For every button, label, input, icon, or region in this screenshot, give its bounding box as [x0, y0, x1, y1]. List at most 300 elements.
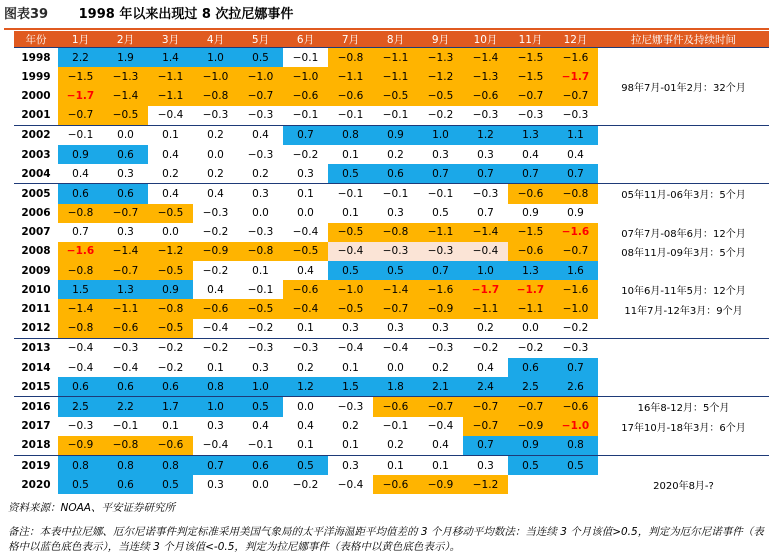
value-cell: −0.6 [193, 299, 238, 318]
value-cell: 0.3 [207, 478, 224, 491]
event-cell [598, 204, 769, 223]
value-cell: 0.7 [418, 261, 463, 280]
value-cell: −1.0 [238, 67, 283, 86]
value-cell: −0.1 [382, 420, 409, 433]
value-cell: −0.6 [463, 86, 508, 105]
year-cell: 2002 [14, 125, 58, 145]
value-cell [508, 475, 553, 494]
value-cell: 0.3 [328, 455, 373, 475]
year-cell: 2009 [21, 264, 51, 277]
value-cell: −0.1 [58, 125, 103, 145]
value-cell: 0.7 [418, 164, 463, 184]
value-cell: −0.8 [148, 299, 193, 318]
value-cell: −0.7 [463, 417, 508, 436]
value-cell: −0.2 [193, 338, 238, 358]
value-cell: −0.2 [292, 478, 319, 491]
event-cell: 07年7月-08年6月：12个月 [621, 228, 746, 240]
year-cell: 2001 [21, 109, 51, 122]
value-cell: 1.3 [103, 280, 148, 299]
value-cell: −0.3 [247, 109, 274, 122]
value-cell: −0.8 [553, 184, 598, 204]
value-cell: 0.8 [193, 377, 238, 397]
event-cell [598, 261, 769, 280]
value-cell: −0.9 [418, 299, 463, 318]
value-cell: −0.4 [427, 420, 454, 433]
value-cell: −1.3 [418, 48, 463, 68]
value-cell: −0.5 [103, 106, 148, 126]
value-cell: −1.4 [373, 280, 418, 299]
value-cell: 0.5 [328, 261, 373, 280]
value-cell: 0.5 [58, 475, 103, 494]
col-header-month: 11月 [508, 31, 553, 48]
year-cell: 2018 [21, 439, 51, 452]
value-cell: 0.2 [297, 361, 314, 374]
value-cell: 0.1 [148, 125, 193, 145]
header-row [14, 31, 769, 48]
value-cell: −1.7 [463, 280, 508, 299]
value-cell: −0.3 [283, 338, 328, 358]
value-cell: 2.5 [58, 397, 103, 417]
col-header-month: 2月 [103, 31, 148, 48]
value-cell: −1.5 [508, 48, 553, 68]
value-cell: −0.6 [283, 280, 328, 299]
value-cell: 0.1 [342, 207, 359, 220]
value-cell: −0.5 [148, 319, 193, 339]
table-row [14, 319, 769, 339]
table-row [14, 455, 769, 475]
value-cell: −0.9 [418, 475, 463, 494]
value-cell: 0.8 [328, 125, 373, 145]
value-cell: 0.4 [162, 148, 179, 161]
value-cell: 1.7 [148, 397, 193, 417]
value-cell: −1.2 [148, 242, 193, 261]
value-cell: 0.9 [522, 207, 539, 220]
value-cell: −1.3 [103, 67, 148, 86]
value-cell: 0.0 [522, 322, 539, 335]
value-cell: −0.2 [202, 264, 229, 277]
value-cell: 2.2 [103, 397, 148, 417]
year-cell: 2005 [14, 184, 58, 204]
value-cell: −0.1 [373, 184, 418, 204]
value-cell: 0.3 [117, 226, 134, 239]
title-rule [4, 28, 769, 30]
value-cell: −0.4 [67, 361, 94, 374]
value-cell: 0.3 [207, 420, 224, 433]
value-cell: −0.3 [247, 148, 274, 161]
value-cell: −1.4 [463, 48, 508, 68]
value-cell: 2.2 [58, 48, 103, 68]
col-header-month: 8月 [373, 31, 418, 48]
table-row [14, 261, 769, 280]
value-cell: 0.7 [283, 125, 328, 145]
year-cell: 2003 [21, 148, 51, 161]
table-row [14, 397, 769, 417]
value-cell: −0.4 [157, 109, 184, 122]
value-cell: −0.3 [553, 338, 598, 358]
year-cell: 2011 [21, 303, 51, 316]
value-cell: −1.6 [553, 280, 598, 299]
value-cell: −1.5 [508, 223, 553, 242]
value-cell: 1.8 [373, 377, 418, 397]
value-cell: 0.8 [103, 455, 148, 475]
value-cell: 1.2 [463, 125, 508, 145]
figure-label: 图表39 [4, 7, 49, 22]
value-cell: 0.3 [432, 322, 449, 335]
value-cell: −0.5 [238, 299, 283, 318]
value-cell: −0.4 [202, 439, 229, 452]
value-cell: 0.3 [117, 167, 134, 180]
value-cell: 0.0 [387, 361, 404, 374]
value-cell: −0.3 [472, 109, 499, 122]
value-cell: 0.7 [193, 455, 238, 475]
table-row [14, 184, 769, 204]
value-cell: 1.3 [508, 125, 553, 145]
year-cell: 2007 [21, 226, 51, 239]
event-cell: 10年6月-11年5月：12个月 [621, 286, 746, 298]
value-cell: 0.0 [252, 478, 269, 491]
value-cell: 1.1 [553, 125, 598, 145]
event-cell: 08年11月-09年3月：5个月 [621, 247, 746, 259]
value-cell: 0.3 [432, 148, 449, 161]
value-cell: 1.9 [103, 48, 148, 68]
table-row [14, 436, 769, 456]
value-cell: 0.2 [342, 420, 359, 433]
value-cell: −0.8 [58, 319, 103, 339]
value-cell: −1.6 [553, 223, 598, 242]
year-cell: 2013 [14, 338, 58, 358]
value-cell: 0.9 [58, 145, 103, 164]
value-cell: 2.1 [418, 377, 463, 397]
value-cell: 0.0 [283, 397, 328, 417]
value-cell: 0.4 [522, 148, 539, 161]
value-cell: −1.1 [463, 299, 508, 318]
value-cell: 0.8 [58, 455, 103, 475]
value-cell: 0.6 [103, 145, 148, 164]
value-cell: −0.7 [508, 86, 553, 105]
method-note: 备注：本表中拉尼娜、厄尔尼诺事件判定标准采用美国气象局的太平洋海温距平均值差的 3 个月移动平均数法：当连续 3 个月该值>0.5，判定为厄尔尼诺事件（表格中以蓝色底色表示），当连续 3 个月该值<-0.5，判定为拉尼娜事件（表格中以黄色底色表示）。 [8, 526, 764, 553]
value-cell: 0.6 [508, 358, 553, 377]
value-cell: 0.9 [148, 280, 193, 299]
value-cell: 0.4 [193, 184, 238, 204]
value-cell: 0.6 [103, 377, 148, 397]
value-cell: 0.1 [342, 361, 359, 374]
value-cell: −1.1 [508, 299, 553, 318]
value-cell: 0.7 [463, 436, 508, 456]
value-cell: −0.3 [238, 338, 283, 358]
value-cell: −0.1 [328, 184, 373, 204]
value-cell: −0.5 [328, 299, 373, 318]
value-cell: −0.8 [373, 223, 418, 242]
value-cell: 0.7 [463, 164, 508, 184]
value-cell: −1.4 [58, 299, 103, 318]
value-cell: 0.5 [553, 455, 598, 475]
value-cell: −0.3 [202, 109, 229, 122]
value-cell: −0.1 [337, 109, 364, 122]
value-cell: 0.4 [148, 184, 193, 204]
table-row [14, 475, 769, 494]
value-cell: 0.4 [297, 264, 314, 277]
value-cell: −0.7 [103, 204, 148, 223]
value-cell: −0.7 [463, 397, 508, 417]
value-cell: 0.5 [373, 261, 418, 280]
year-cell: 2020 [21, 478, 51, 491]
value-cell: 0.6 [58, 377, 103, 397]
value-cell: −0.3 [67, 420, 94, 433]
year-cell: 2015 [21, 380, 51, 393]
value-cell: 0.3 [463, 455, 508, 475]
value-cell: −1.4 [463, 223, 508, 242]
value-cell: −1.7 [553, 67, 598, 86]
value-cell: −0.3 [373, 242, 418, 261]
value-cell: 1.0 [238, 377, 283, 397]
value-cell: −0.2 [508, 338, 553, 358]
value-cell: 0.4 [207, 283, 224, 296]
value-cell: −0.6 [283, 86, 328, 105]
year-cell: 1998 [14, 48, 58, 68]
value-cell: 1.5 [58, 280, 103, 299]
value-cell: −0.7 [508, 397, 553, 417]
value-cell: 1.0 [463, 261, 508, 280]
value-cell: −1.6 [418, 280, 463, 299]
event-cell [598, 455, 769, 475]
col-header-month: 3月 [148, 31, 193, 48]
value-cell: −0.6 [508, 242, 553, 261]
value-cell: 0.6 [238, 455, 283, 475]
value-cell: −0.5 [373, 86, 418, 105]
year-cell: 2012 [21, 322, 51, 335]
value-cell: −0.6 [553, 397, 598, 417]
value-cell: −0.7 [553, 242, 598, 261]
value-cell: 0.5 [328, 164, 373, 184]
value-cell: −0.8 [58, 261, 103, 280]
value-cell: −1.2 [463, 475, 508, 494]
event-cell [598, 319, 769, 339]
value-cell: 1.3 [508, 261, 553, 280]
value-cell: 2.5 [508, 377, 553, 397]
year-cell: 2004 [21, 167, 51, 180]
value-cell: 0.9 [567, 207, 584, 220]
value-cell: 0.4 [252, 420, 269, 433]
value-cell: −1.2 [418, 67, 463, 86]
value-cell: −0.7 [418, 397, 463, 417]
col-header-year: 年份 [14, 31, 58, 48]
value-cell: 0.2 [477, 322, 494, 335]
value-cell: 0.0 [297, 207, 314, 220]
value-cell: −0.2 [247, 322, 274, 335]
figure-heading: 1998 年以来出现过 8 次拉尼娜事件 [78, 7, 294, 22]
table-row [14, 417, 769, 436]
value-cell: −0.2 [292, 148, 319, 161]
value-cell: −1.4 [103, 86, 148, 105]
value-cell: 0.0 [207, 148, 224, 161]
value-cell: −0.3 [103, 338, 148, 358]
value-cell: −1.6 [58, 242, 103, 261]
table-row [14, 125, 769, 145]
value-cell: −1.6 [553, 48, 598, 68]
value-cell: −0.8 [238, 242, 283, 261]
value-cell: 2.6 [553, 377, 598, 397]
table-row [14, 338, 769, 358]
figure-title [4, 4, 293, 26]
source-note: 资料来源：NOAA、平安证券研究所 [8, 502, 175, 514]
value-cell: 0.6 [58, 184, 103, 204]
value-cell: 0.6 [103, 184, 148, 204]
value-cell: 0.7 [553, 164, 598, 184]
value-cell: 0.1 [297, 439, 314, 452]
value-cell: −0.7 [238, 86, 283, 105]
value-cell: −0.6 [373, 397, 418, 417]
value-cell: −0.7 [58, 106, 103, 126]
value-cell: −0.4 [202, 322, 229, 335]
year-cell: 1999 [21, 70, 51, 83]
value-cell: −0.1 [283, 48, 328, 68]
value-cell: 0.7 [553, 358, 598, 377]
value-cell: −0.1 [418, 184, 463, 204]
value-cell: 0.3 [238, 184, 283, 204]
value-cell: −0.2 [148, 338, 193, 358]
value-cell: −0.1 [247, 283, 274, 296]
value-cell: −0.7 [103, 261, 148, 280]
value-cell: −0.3 [418, 338, 463, 358]
value-cell [553, 475, 598, 494]
value-cell: −0.4 [463, 242, 508, 261]
value-cell: −0.5 [148, 261, 193, 280]
value-cell: −0.3 [562, 109, 589, 122]
value-cell: −1.7 [508, 280, 553, 299]
col-header-month: 7月 [328, 31, 373, 48]
value-cell: 1.0 [193, 48, 238, 68]
value-cell: −1.0 [283, 67, 328, 86]
year-cell: 2014 [21, 361, 51, 374]
value-cell: 0.1 [418, 455, 463, 475]
value-cell: 0.2 [252, 167, 269, 180]
table-row [14, 204, 769, 223]
value-cell: 0.9 [508, 436, 553, 456]
event-cell [598, 436, 769, 456]
value-cell: 0.5 [238, 48, 283, 68]
value-cell: −1.4 [103, 242, 148, 261]
value-cell: −1.3 [463, 67, 508, 86]
value-cell: −0.4 [112, 361, 139, 374]
value-cell: 1.0 [193, 397, 238, 417]
value-cell: 0.4 [432, 439, 449, 452]
value-cell: −1.1 [328, 67, 373, 86]
value-cell: 0.0 [103, 125, 148, 145]
event-cell: 16年8-12月：5个月 [598, 397, 769, 417]
value-cell: 0.3 [342, 322, 359, 335]
table-row [14, 280, 769, 299]
value-cell: −0.1 [112, 420, 139, 433]
value-cell: −0.3 [328, 397, 373, 417]
col-header-month: 12月 [553, 31, 598, 48]
value-cell: −0.8 [328, 48, 373, 68]
value-cell: 0.1 [342, 439, 359, 452]
value-cell: 1.2 [283, 377, 328, 397]
value-cell: 0.7 [508, 164, 553, 184]
value-cell: −1.1 [103, 299, 148, 318]
value-cell: −0.8 [58, 204, 103, 223]
value-cell: −0.5 [328, 223, 373, 242]
value-cell: −0.1 [382, 109, 409, 122]
value-cell: 1.6 [553, 261, 598, 280]
value-cell: 0.5 [432, 207, 449, 220]
col-header-month: 9月 [418, 31, 463, 48]
value-cell: −0.6 [373, 475, 418, 494]
value-cell: −0.7 [553, 86, 598, 105]
value-cell: 0.6 [373, 164, 418, 184]
value-cell: 0.3 [252, 361, 269, 374]
value-cell: −0.7 [373, 299, 418, 318]
value-cell: −0.6 [328, 86, 373, 105]
col-header-month: 4月 [193, 31, 238, 48]
value-cell: 0.4 [297, 420, 314, 433]
year-cell: 2010 [21, 283, 51, 296]
value-cell: 0.3 [387, 207, 404, 220]
value-cell: 0.1 [373, 455, 418, 475]
table-row [14, 223, 769, 242]
value-cell: −0.4 [328, 338, 373, 358]
value-cell: −0.8 [193, 86, 238, 105]
value-cell: −0.2 [427, 109, 454, 122]
enso-table [14, 31, 769, 494]
table-row [14, 48, 769, 68]
value-cell: −1.0 [553, 417, 598, 436]
value-cell: 0.1 [297, 322, 314, 335]
value-cell: 0.6 [148, 377, 193, 397]
event-cell [598, 125, 769, 184]
value-cell: 0.4 [238, 125, 283, 145]
value-cell: 0.4 [477, 361, 494, 374]
value-cell: −0.2 [463, 338, 508, 358]
value-cell: −1.5 [508, 67, 553, 86]
event-cell: 98年7月-01年2月：32个月 [598, 48, 769, 126]
year-cell: 2008 [21, 245, 51, 258]
value-cell: −0.4 [328, 242, 373, 261]
event-cell: 05年11月-06年3月：5个月 [598, 184, 769, 204]
value-cell: 0.1 [207, 361, 224, 374]
year-cell: 2006 [21, 207, 51, 220]
value-cell: −0.9 [58, 436, 103, 456]
value-cell: −1.0 [193, 67, 238, 86]
value-cell: −0.4 [58, 338, 103, 358]
value-cell: −1.0 [328, 280, 373, 299]
value-cell: −0.4 [373, 338, 418, 358]
col-header-month: 5月 [238, 31, 283, 48]
value-cell: −0.5 [418, 86, 463, 105]
value-cell: 0.2 [432, 361, 449, 374]
value-cell: 0.3 [387, 322, 404, 335]
value-cell: −1.1 [148, 67, 193, 86]
col-header-month: 10月 [463, 31, 508, 48]
value-cell: 0.0 [252, 207, 269, 220]
value-cell: 0.7 [72, 226, 89, 239]
value-cell: 0.2 [193, 125, 238, 145]
value-cell: 0.5 [508, 455, 553, 475]
year-cell: 2017 [21, 420, 51, 433]
value-cell: 2.4 [463, 377, 508, 397]
value-cell: −0.2 [157, 361, 184, 374]
value-cell: 0.8 [148, 455, 193, 475]
table-row [14, 299, 769, 318]
value-cell: −0.3 [202, 207, 229, 220]
value-cell: −1.1 [148, 86, 193, 105]
value-cell: −0.8 [103, 436, 148, 456]
value-cell: −0.5 [283, 242, 328, 261]
col-header-events: 拉尼娜事件及持续时间 [598, 31, 769, 48]
value-cell: 0.2 [387, 439, 404, 452]
year-cell: 2000 [21, 89, 51, 102]
event-cell [598, 338, 769, 397]
